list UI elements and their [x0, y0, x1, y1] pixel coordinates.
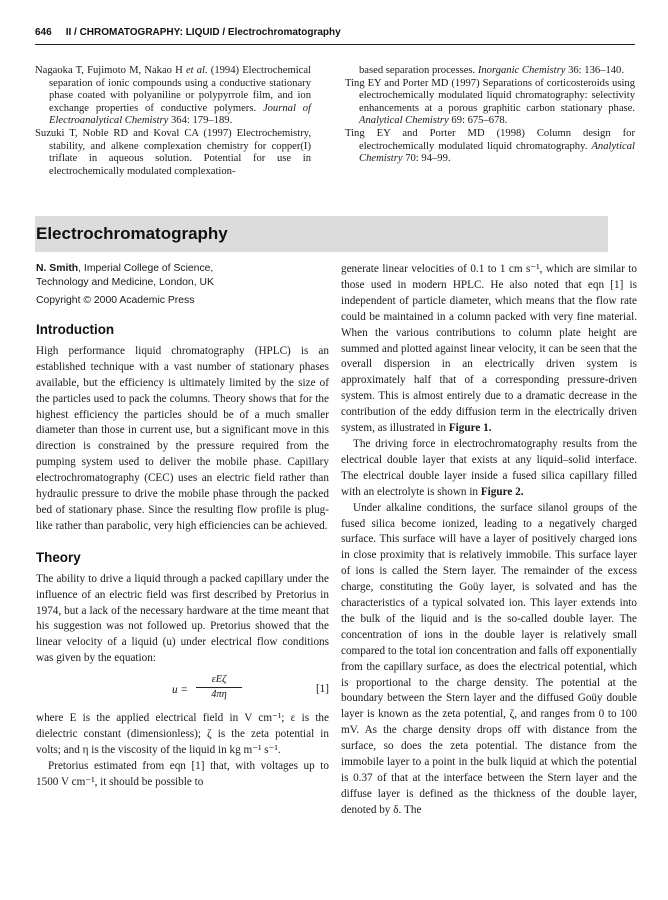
equation-number: [1] [315, 683, 329, 696]
introduction-paragraph: High performance liquid chromatography (HPLC) is an established technique with a vast number of stationary phases available, but the efficiency is ultimately limited by the size of the particles used to pack the columns. Theory shows that for the highest efficiency the particles should be of a much smaller diameter than those in current use, but a significant move in this direction is constrained by the pressure required from the pumping system used to deliver the mobile phase. Capillary electrochromatography (CEC) uses an electric field rather than hydraulic pressure to drive the mobile phase through the packed bed of stationary phase. Since the resulting flow profile is plug-like rather than parabolic, very high efficiencies can be achieved. [36, 344, 329, 532]
figure-1-reference: Figure 1. [448, 422, 492, 435]
author-block [36, 262, 329, 290]
running-title: II / CHROMATOGRAPHY: LIQUID / Electrochromatography [65, 27, 341, 38]
left-text-column [36, 262, 329, 791]
reference-ting-1998: Ting EY and Porter MD (1998) Column design for electrochemically modulated liquid chromatography. Analytical Chemistry 70: 94–99. [345, 127, 635, 165]
equation-fraction [196, 673, 242, 702]
equation-numerator: εEζ [196, 673, 242, 688]
introduction-heading: Introduction [36, 322, 115, 337]
theory-heading: Theory [36, 549, 81, 565]
references-left-column [35, 65, 311, 178]
author-affiliation-1: , Imperial College of Science, [78, 263, 214, 274]
reference-nagaoka: Nagaoka T, Fujimoto M, Nakao H et al. (1994) Electrochemical separation of ionic compounds using a conductive stationary phase coated with polyaniline or polypyrrole film, and ion exchange properties of conductive polymers. Journal of Electroanalytical Chemistry 364: 179–189. [35, 65, 312, 127]
equation-denominator: 4πη [211, 689, 227, 701]
right-text-column [341, 262, 637, 819]
right-paragraph-2: The driving force in electrochromatography results from the electrical double layer that exists at any liquid–solid interface. The electrical double layer inside a fused silica capillary filled with an electrolyte is shown in Figure 2. [341, 437, 637, 498]
right-paragraph-1: generate linear velocities of 0.1 to 1 cm s⁻¹, which are similar to those used in modern HPLC. He also noted that eqn [1] is independent of particle diameter, which means that the flow rate could be maintained in a column packed with very fine material. When the various contributions to column plate height are summed and plotted against linear velocity, it can be seen that the overall dispersion in an electrically driven system is approximately half that of a corresponding pressure-driven system. This is almost entirely due to a dramatic decrease in the contribution of the eddy diffusion term in the electrically driven system, as illustrated in Figure 1. [341, 263, 637, 435]
right-paragraph-3: Under alkaline conditions, the surface silanol groups of the fused silica become ionized, leading to a negatively charged surface. This surface will have a layer of positively charged ions in close proximity that is relatively immobile. This surface layer of ions is called the Stern layer. The remainder of the excess charge, constituting the Goüy layer, is solvated and has the characteristics of a typical solvated ion. This layer extends into the bulk of the liquid and is the so-called double layer. The concentration of ions in the double layer is relatively small compared to the total ion concentration and falls off exponentially from the capillary surface, as does the electrical potential, which is proportional to the charge density. The potential at the boundary between the Stern layer and the diffused Goüy double layer is known as the zeta potential, ζ, and ranges from 0 to 100 mV. As the charge density drops off with distance from the surface, so does the zeta potential. The distance from the immobile layer to a point in the bulk liquid at which the potential is 0.37 of that at the interface between the Stern layer and the diffuse layer is defined as the thickness of the double layer, denoted by δ. The [341, 501, 637, 816]
equation-lhs: u = [172, 684, 188, 697]
author-name: N. Smith [36, 263, 79, 274]
reference-suzuki: Suzuki T, Noble RD and Koval CA (1997) Electrochemistry, stability, and alkene complexation chemistry for copper(I) triflate in aqueous solution. Potential for use in electrochemically modulated complexation- [35, 127, 311, 177]
theory-paragraph-3: Pretorius estimated from eqn [1] that, with voltages up to 1500 V cm⁻¹, it should be possible to [36, 759, 329, 788]
header-rule [35, 44, 635, 45]
author-affiliation-2: Technology and Medicine, London, UK [36, 277, 214, 288]
figure-2-reference: Figure 2. [480, 485, 524, 498]
reference-suzuki-continued: based separation processes. Inorganic Chemistry 36: 136–140. [359, 65, 624, 76]
references-right-column [345, 65, 635, 166]
page-number: 646 [35, 27, 52, 38]
copyright-notice: Copyright © 2000 Academic Press [36, 295, 195, 306]
equation-1 [36, 673, 329, 707]
reference-ting-1997: Ting EY and Porter MD (1997) Separations of corticosteroids using electrochemically modulated liquid chromatography: selectivity enhancements at a porous graphitic carbon stationary phase. Analytical Chemistry 69: 675–678. [345, 77, 635, 127]
running-header [35, 27, 635, 38]
theory-paragraph-2: where E is the applied electrical field in V cm⁻¹; ε is the dielectric constant (dimensionless); ζ is the zeta potential in volts; and η is the viscosity of the liquid in kg m⁻¹ s⁻¹. [36, 712, 329, 756]
article-title: Electrochromatography [36, 224, 228, 243]
theory-paragraph-1: The ability to drive a liquid through a packed capillary under the influence of an electric field was first described by Pretorius in 1974, but a lack of the necessary hardware at the time meant that his suggestion was not followed up. Pretorius showed that the linear velocity of a liquid (u) under electrical flow conditions was given by the equation: [36, 572, 329, 665]
